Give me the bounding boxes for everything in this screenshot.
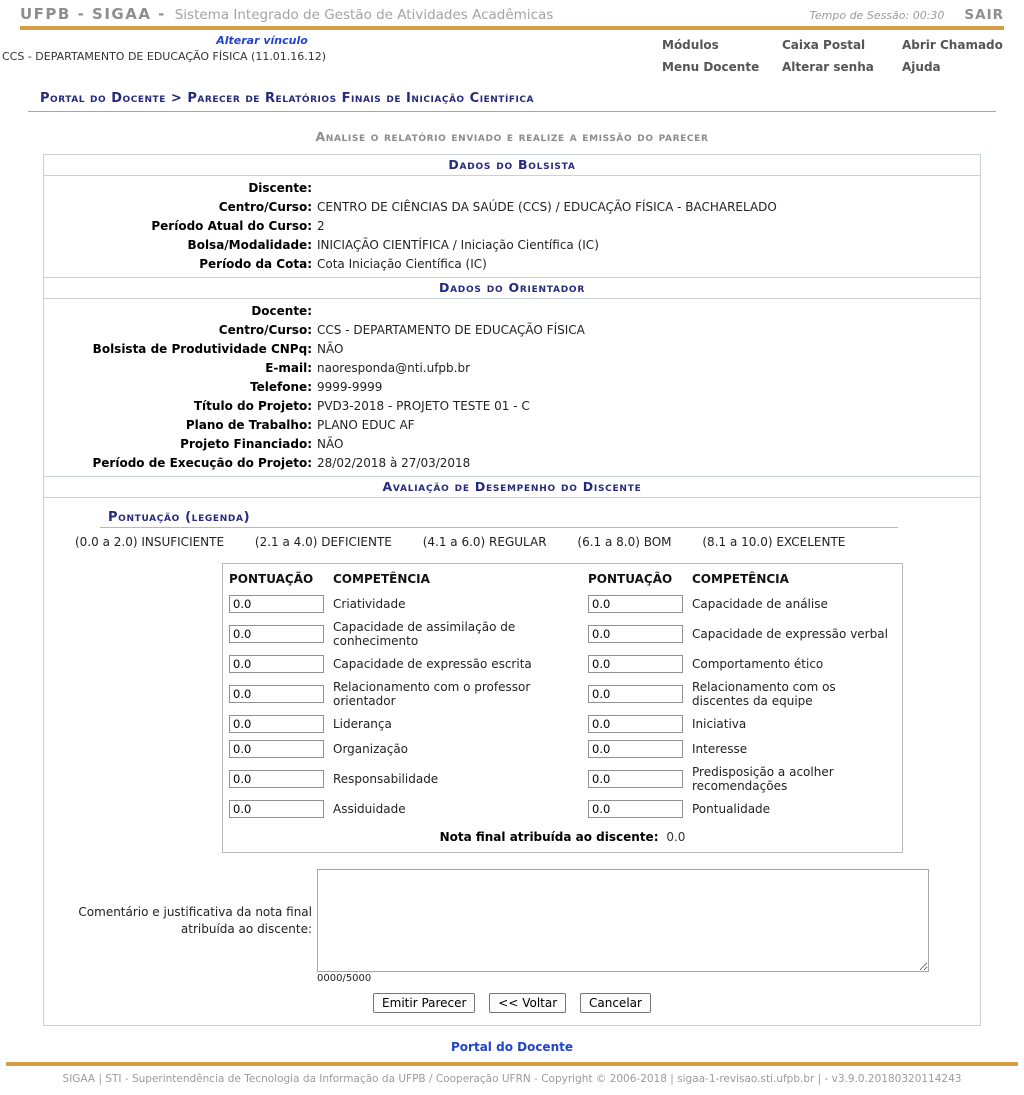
comment-textarea[interactable] xyxy=(317,869,929,972)
score-input-relacionamento-orientador[interactable] xyxy=(229,685,324,703)
vinculo-block xyxy=(2,34,522,74)
comp-label-relacionamento-discentes: Relacionamento com os discentes da equipe xyxy=(692,680,836,708)
field-label: Período da Cota: xyxy=(199,257,312,271)
field-label: Bolsista de Produtividade CNPq: xyxy=(92,342,312,356)
footer-copyright: SIGAA | STI - Superintendência de Tecnologia da Informação da UFPB / Cooperação UFRN - Copyright © 2006-2018 | sigaa-1-revisao.sti.ufpb.br | - v3.9.0.20180320114243 xyxy=(62,1073,962,1085)
field-label: Período de Execução do Projeto: xyxy=(92,456,312,470)
menu-caixa-postal[interactable]: Caixa Postal xyxy=(782,38,866,52)
section-header-avaliacao: Avaliação de Desempenho do Discente xyxy=(44,476,980,498)
score-input-relacionamento-discentes[interactable] xyxy=(588,685,683,703)
legend-item-excelente: (8.1 a 10.0) EXCELENTE xyxy=(702,535,846,549)
sub-header xyxy=(0,30,1024,76)
field-label: Centro/Curso: xyxy=(218,323,312,337)
menu-abrir-chamado[interactable]: Abrir Chamado xyxy=(902,38,1003,52)
comp-label-capacidade-analise: Capacidade de análise xyxy=(692,597,828,611)
comp-label-lideranca: Liderança xyxy=(333,717,392,731)
field-value: 28/02/2018 à 27/03/2018 xyxy=(317,456,471,470)
menu-alterar-senha[interactable]: Alterar senha xyxy=(782,60,874,74)
score-input-expressao-escrita[interactable] xyxy=(229,655,324,673)
field-value: CCS - DEPARTAMENTO DE EDUCAÇÃO FÍSICA xyxy=(317,323,585,337)
comment-label: Comentário e justificativa da nota final atribuída ao discente: xyxy=(78,905,312,936)
score-input-responsabilidade[interactable] xyxy=(229,770,324,788)
field-docente xyxy=(44,302,980,321)
field-periodo-cota xyxy=(44,255,980,274)
score-input-interesse[interactable] xyxy=(588,740,683,758)
emitir-parecer-button[interactable]: Emitir Parecer xyxy=(373,993,475,1013)
field-label: Bolsa/Modalidade: xyxy=(187,238,312,252)
field-discente xyxy=(44,179,980,198)
score-input-comportamento-etico[interactable] xyxy=(588,655,683,673)
session-label: Tempo de Sessão: xyxy=(809,9,910,22)
portal-docente-link[interactable]: Portal do Docente xyxy=(451,1040,573,1054)
field-centro-curso-orientador xyxy=(44,321,980,340)
field-bolsa-modalidade xyxy=(44,236,980,255)
legend-item-deficiente: (2.1 a 4.0) DEFICIENTE xyxy=(254,535,392,549)
orientador-fields xyxy=(44,299,980,476)
comp-label-comportamento-etico: Comportamento ético xyxy=(692,657,824,671)
score-input-predisposicao-recomendacoes[interactable] xyxy=(588,770,683,788)
field-value: 2 xyxy=(317,219,325,233)
field-centro-curso-bolsista xyxy=(44,198,980,217)
comp-label-criatividade: Criatividade xyxy=(333,597,406,611)
field-plano-trabalho xyxy=(44,416,980,435)
section-header-dados-orientador: Dados do Orientador xyxy=(44,277,980,299)
session-timer xyxy=(810,9,945,22)
score-input-pontualidade[interactable] xyxy=(588,800,683,818)
field-label: Título do Projeto: xyxy=(193,399,312,413)
field-label: Projeto Financiado: xyxy=(180,437,312,451)
comment-row xyxy=(44,869,980,972)
legend-item-insuficiente: (0.0 a 2.0) INSUFICIENTE xyxy=(75,535,225,549)
legend-item-bom: (6.1 a 8.0) BOM xyxy=(577,535,672,549)
score-input-iniciativa[interactable] xyxy=(588,715,683,733)
competencias-table xyxy=(222,563,903,853)
voltar-button[interactable]: << Voltar xyxy=(489,993,566,1013)
nota-final-label: Nota final atribuída ao discente: xyxy=(439,830,659,844)
field-value: NÃO xyxy=(317,342,344,356)
avaliacao-body xyxy=(44,508,980,1025)
score-input-assiduidade[interactable] xyxy=(229,800,324,818)
top-bar xyxy=(20,0,1004,30)
legenda-title: Pontuação (legenda) xyxy=(100,508,898,528)
comp-label-iniciativa: Iniciativa xyxy=(692,717,747,731)
field-bolsista-cnpq xyxy=(44,340,980,359)
col-header-competencia-2: COMPETÊNCIA xyxy=(692,572,789,586)
comp-label-expressao-verbal: Capacidade de expressão verbal xyxy=(692,627,888,641)
field-value: NÃO xyxy=(317,437,344,451)
field-value: CENTRO DE CIÊNCIAS DA SAÚDE (CCS) / EDUCAÇÃO FÍSICA - BACHARELADO xyxy=(317,200,777,214)
field-label: Período Atual do Curso: xyxy=(151,219,312,233)
comp-label-responsabilidade: Responsabilidade xyxy=(333,772,439,786)
score-input-organizacao[interactable] xyxy=(229,740,324,758)
comp-label-pontualidade: Pontualidade xyxy=(692,802,771,816)
field-titulo-projeto xyxy=(44,397,980,416)
field-value: 9999-9999 xyxy=(317,380,383,394)
section-header-dados-bolsista: Dados do Bolsista xyxy=(44,155,980,176)
logout-button[interactable]: SAIR xyxy=(964,7,1004,23)
field-periodo-execucao xyxy=(44,454,980,473)
score-input-capacidade-analise[interactable] xyxy=(588,595,683,613)
comp-label-relacionamento-orientador: Relacionamento com o professor orientador xyxy=(333,680,531,708)
menu-modulos[interactable]: Módulos xyxy=(662,38,719,52)
field-value: naoresponda@nti.ufpb.br xyxy=(317,361,471,375)
legend-row xyxy=(75,535,980,549)
comp-label-interesse: Interesse xyxy=(692,742,748,756)
field-label: Docente: xyxy=(251,304,312,318)
main-form xyxy=(43,154,981,1026)
comp-label-assiduidade: Assiduidade xyxy=(333,802,406,816)
buttons-row xyxy=(44,993,980,1013)
session-time: 00:30 xyxy=(912,9,945,22)
score-input-expressao-verbal[interactable] xyxy=(588,625,683,643)
field-email xyxy=(44,359,980,378)
app-logo: UFPB - SIGAA - xyxy=(20,5,166,23)
instruction-text: Analise o relatório enviado e realize a emissão do parecer xyxy=(315,129,709,144)
field-label: E-mail: xyxy=(265,361,312,375)
department-name: CCS - DEPARTAMENTO DE EDUCAÇÃO FÍSICA (11.01.16.12) xyxy=(2,50,327,63)
legend-item-regular: (4.1 a 6.0) REGULAR xyxy=(422,535,547,549)
field-label: Plano de Trabalho: xyxy=(185,418,312,432)
field-value: PVD3-2018 - PROJETO TESTE 01 - C xyxy=(317,399,530,413)
field-value: Cota Iniciação Científica (IC) xyxy=(317,257,487,271)
score-input-criatividade[interactable] xyxy=(229,595,324,613)
comp-label-organizacao: Organização xyxy=(333,742,409,756)
field-label: Discente: xyxy=(248,181,312,195)
competencias-grid xyxy=(229,572,896,818)
footer-divider xyxy=(6,1062,1018,1066)
app-subtitle: Sistema Integrado de Gestão de Atividades Acadêmicas xyxy=(174,7,554,23)
comp-label-predisposicao-recomendacoes: Predisposição a acolher recomendações xyxy=(692,765,834,793)
col-header-pontuacao-1: PONTUAÇÃO xyxy=(229,572,314,586)
field-label: Telefone: xyxy=(250,380,312,394)
score-input-assimilacao-conhecimento[interactable] xyxy=(229,625,324,643)
breadcrumb[interactable]: Portal do Docente > Parecer de Relatórios Finais de Iniciação Científica xyxy=(28,88,996,112)
comp-label-expressao-escrita: Capacidade de expressão escrita xyxy=(333,657,532,671)
nota-final xyxy=(229,830,896,844)
field-value: INICIAÇÃO CIENTÍFICA / Iniciação Científica (IC) xyxy=(317,238,599,252)
field-value: PLANO EDUC AF xyxy=(317,418,415,432)
alterar-vinculo-link[interactable]: Alterar vínculo xyxy=(216,34,308,47)
field-projeto-financiado xyxy=(44,435,980,454)
field-label: Centro/Curso: xyxy=(218,200,312,214)
cancelar-button[interactable]: Cancelar xyxy=(580,993,651,1013)
char-counter: 0000/5000 xyxy=(317,973,372,984)
app-brand xyxy=(20,5,553,23)
field-periodo-atual xyxy=(44,217,980,236)
top-right xyxy=(810,7,1004,23)
field-telefone xyxy=(44,378,980,397)
menu-ajuda[interactable]: Ajuda xyxy=(902,60,941,74)
col-header-competencia-1: COMPETÊNCIA xyxy=(333,572,430,586)
comp-label-assimilacao-conhecimento: Capacidade de assimilação de conhecimento xyxy=(333,620,516,648)
nota-final-value: 0.0 xyxy=(666,830,686,844)
score-input-lideranca[interactable] xyxy=(229,715,324,733)
top-menu xyxy=(662,34,1012,74)
col-header-pontuacao-2: PONTUAÇÃO xyxy=(588,572,673,586)
bolsista-fields xyxy=(44,176,980,277)
menu-menu-docente[interactable]: Menu Docente xyxy=(662,60,760,74)
